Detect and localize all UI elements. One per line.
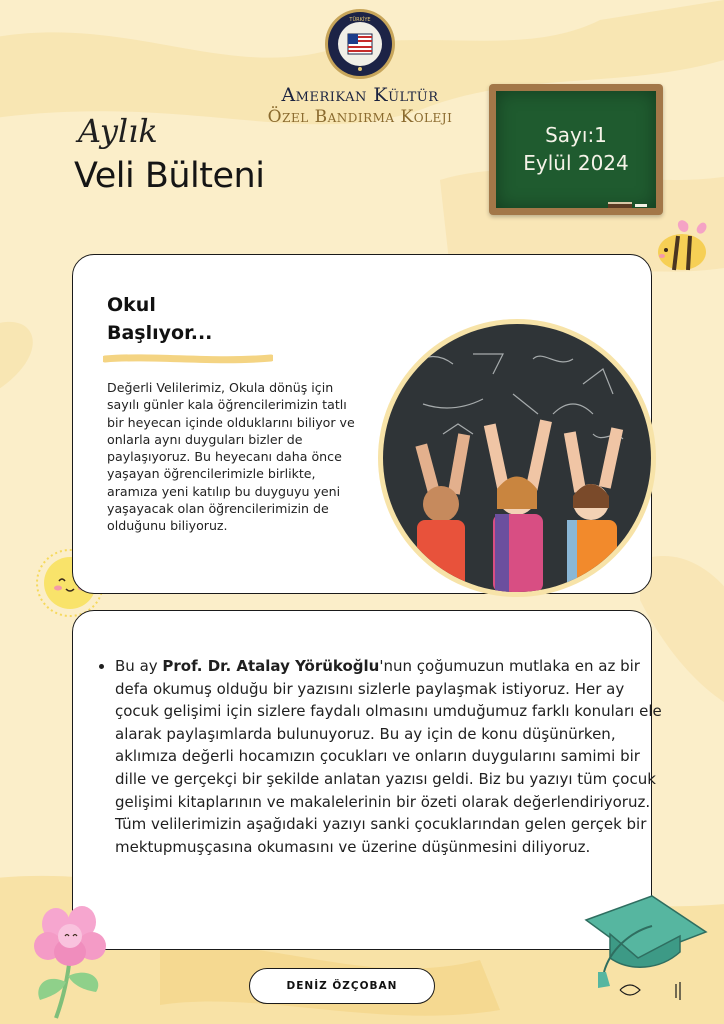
bee-icon [648,214,710,276]
graduation-cap-icon [580,880,710,1010]
issue-info [496,121,656,177]
chalkboard-surface [496,91,656,208]
school-seal-icon [324,8,396,80]
eraser-icon [608,201,648,209]
main-card [72,610,662,950]
intro-paragraph: Değerli Velilerimiz, Okula dönüş için sayılı günler kala öğrencilerimizin tatlı bir heyecan içinde olduklarını biliyor ve onlarla aynı duyguları bizler de paylaşıyoruz. Bu heyecanı daha önce yaşayan öğrencilerimizle birlikte, aramıza yeni katılıp bu duyguyu yeni yaşayacak olan öğrencilerimizin de olduğunu biliyoruz. [107,380,355,534]
main-text-rest: 'nun çoğumuzun mutlaka en az bir defa okumuş olduğu bir yazısını sizlerle paylaşmak istiyoruz. Her ay çocuk gelişimi için sizlere faydalı olmasını umduğumuz farklı konuları ele alarak paylaşımlarda bulunuyoruz. Bu ay için de konu düşünürken, aklımıza değerli hocamızın çocukları ve onların duygularını samimi bir dille ve gerçekçi bir şekilde anlatan yazısı geldi. Biz bu yazıyı tüm çocuk gelişimi kitaplarının ve makalelerinin bir özeti olarak değerlendiriyoruz. Tüm velilerimizin aşağıdaki yazıyı sanki çocuklarından gelen gerçek bir mektupmuşçasına okumasını ve üzerine düşünmesini diliyoruz. [115,657,662,856]
main-text-prefix: Bu ay [115,657,163,675]
students-photo [378,319,656,597]
logo-text: TÜRKİYE [349,17,371,23]
issue-date: Eylül 2024 [523,151,629,175]
school-name-line1: Amerikan Kültür [281,84,439,106]
bulletin-title: Veli Bülteni [74,156,265,196]
intro-title-line2: Başlıyor... [107,322,213,344]
title-underline [103,351,273,367]
intro-title [107,291,212,347]
students-photo-image [383,324,651,592]
main-bullet-item [115,655,663,858]
author-badge: DENİZ ÖZÇOBAN [249,968,435,1004]
school-name [250,84,470,128]
main-bullet-list [93,655,663,858]
issue-number: Sayı:1 [545,123,607,147]
author-highlight: Prof. Dr. Atalay Yörükoğlu [162,657,380,675]
chalkboard [489,84,663,215]
intro-card [72,254,652,594]
intro-title-line1: Okul [107,294,156,316]
flower-icon [30,896,114,1020]
bulletin-subtitle: Aylık [78,112,158,150]
school-name-line2: Özel Bandırma Koleji [267,107,453,127]
